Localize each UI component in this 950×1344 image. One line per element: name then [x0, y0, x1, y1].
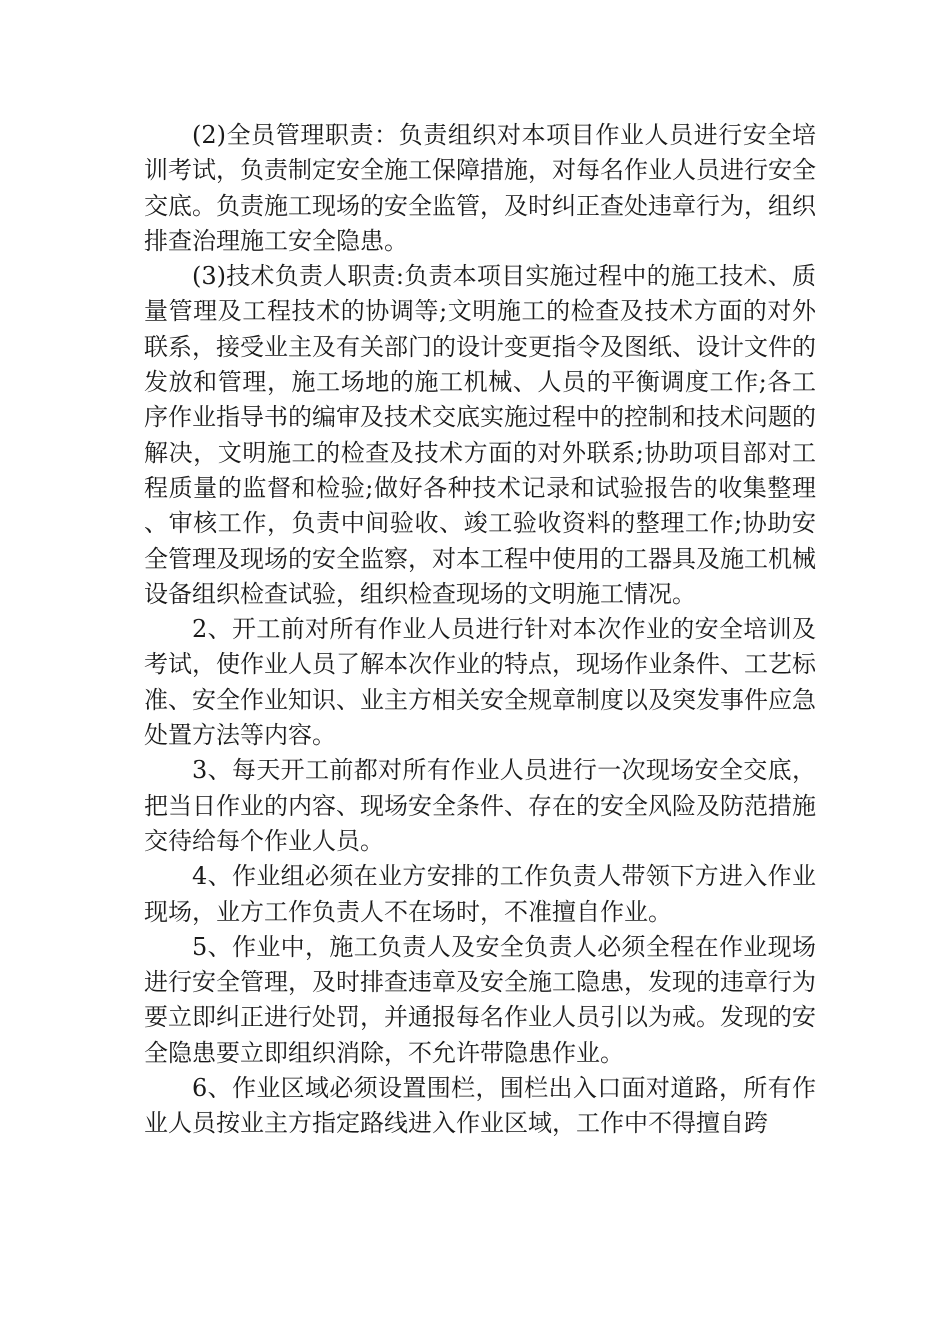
paragraph-work-leader-supervision: 4、作业组必须在业方安排的工作负责人带领下方进入作业现场，业方工作负责人不在场时，不准擅自作业。 — [144, 862, 816, 926]
paragraph-daily-safety-briefing: 3、每天开工前都对所有作业人员进行一次现场安全交底，把当日作业的内容、现场安全条件、存在的安全风险及防范措施交待给每个作业人员。 — [144, 756, 816, 855]
paragraph-work-area-fencing: 6、作业区域必须设置围栏，围栏出入口面对道路，所有作业人员按业主方指定路线进入作业区域，工作中不得擅自跨 — [144, 1074, 816, 1138]
paragraph-full-staff-duties: (2)全员管理职责：负责组织对本项目作业人员进行安全培训考试，负责制定安全施工保障措施，对每名作业人员进行安全交底。负责施工现场的安全监管，及时纠正查处违章行为，组织排查治理施工安全隐患。 — [144, 121, 816, 255]
document-body — [144, 118, 816, 1142]
paragraph-pre-work-training: 2、开工前对所有作业人员进行针对本次作业的安全培训及考试，使作业人员了解本次作业的特点，现场作业条件、工艺标准、安全作业知识、业主方相关安全规章制度以及突发事件应急处置方法等内容。 — [144, 615, 816, 750]
paragraph-technical-lead-duties: (3)技术负责人职责:负责本项目实施过程中的施工技术、质量管理及工程技术的协调等;文明施工的检查及技术方面的对外联系，接受业主及有关部门的设计变更指令及图纸、设计文件的发放和管理，施工场地的施工机械、人员的平衡调度工作;各工序作业指导书的编审及技术交底实施过程中的控制和技术问题的解决，文明施工的检查及技术方面的对外联系;协助项目部对工程质量的监督和检验;做好各种技术记录和试验报告的收集整理、审核工作，负责中间验收、竣工验收资料的整理工作;协助安全管理及现场的安全监察，对本工程中使用的工器具及施工机械设备组织检查试验，组织检查现场的文明施工情况。 — [144, 262, 816, 608]
paragraph-on-site-safety-management: 5、作业中，施工负责人及安全负责人必须全程在作业现场进行安全管理，及时排查违章及安全施工隐患，发现的违章行为要立即纠正进行处罚，并通报每名作业人员引以为戒。发现的安全隐患要立即组织消除，不允许带隐患作业。 — [144, 932, 816, 1067]
